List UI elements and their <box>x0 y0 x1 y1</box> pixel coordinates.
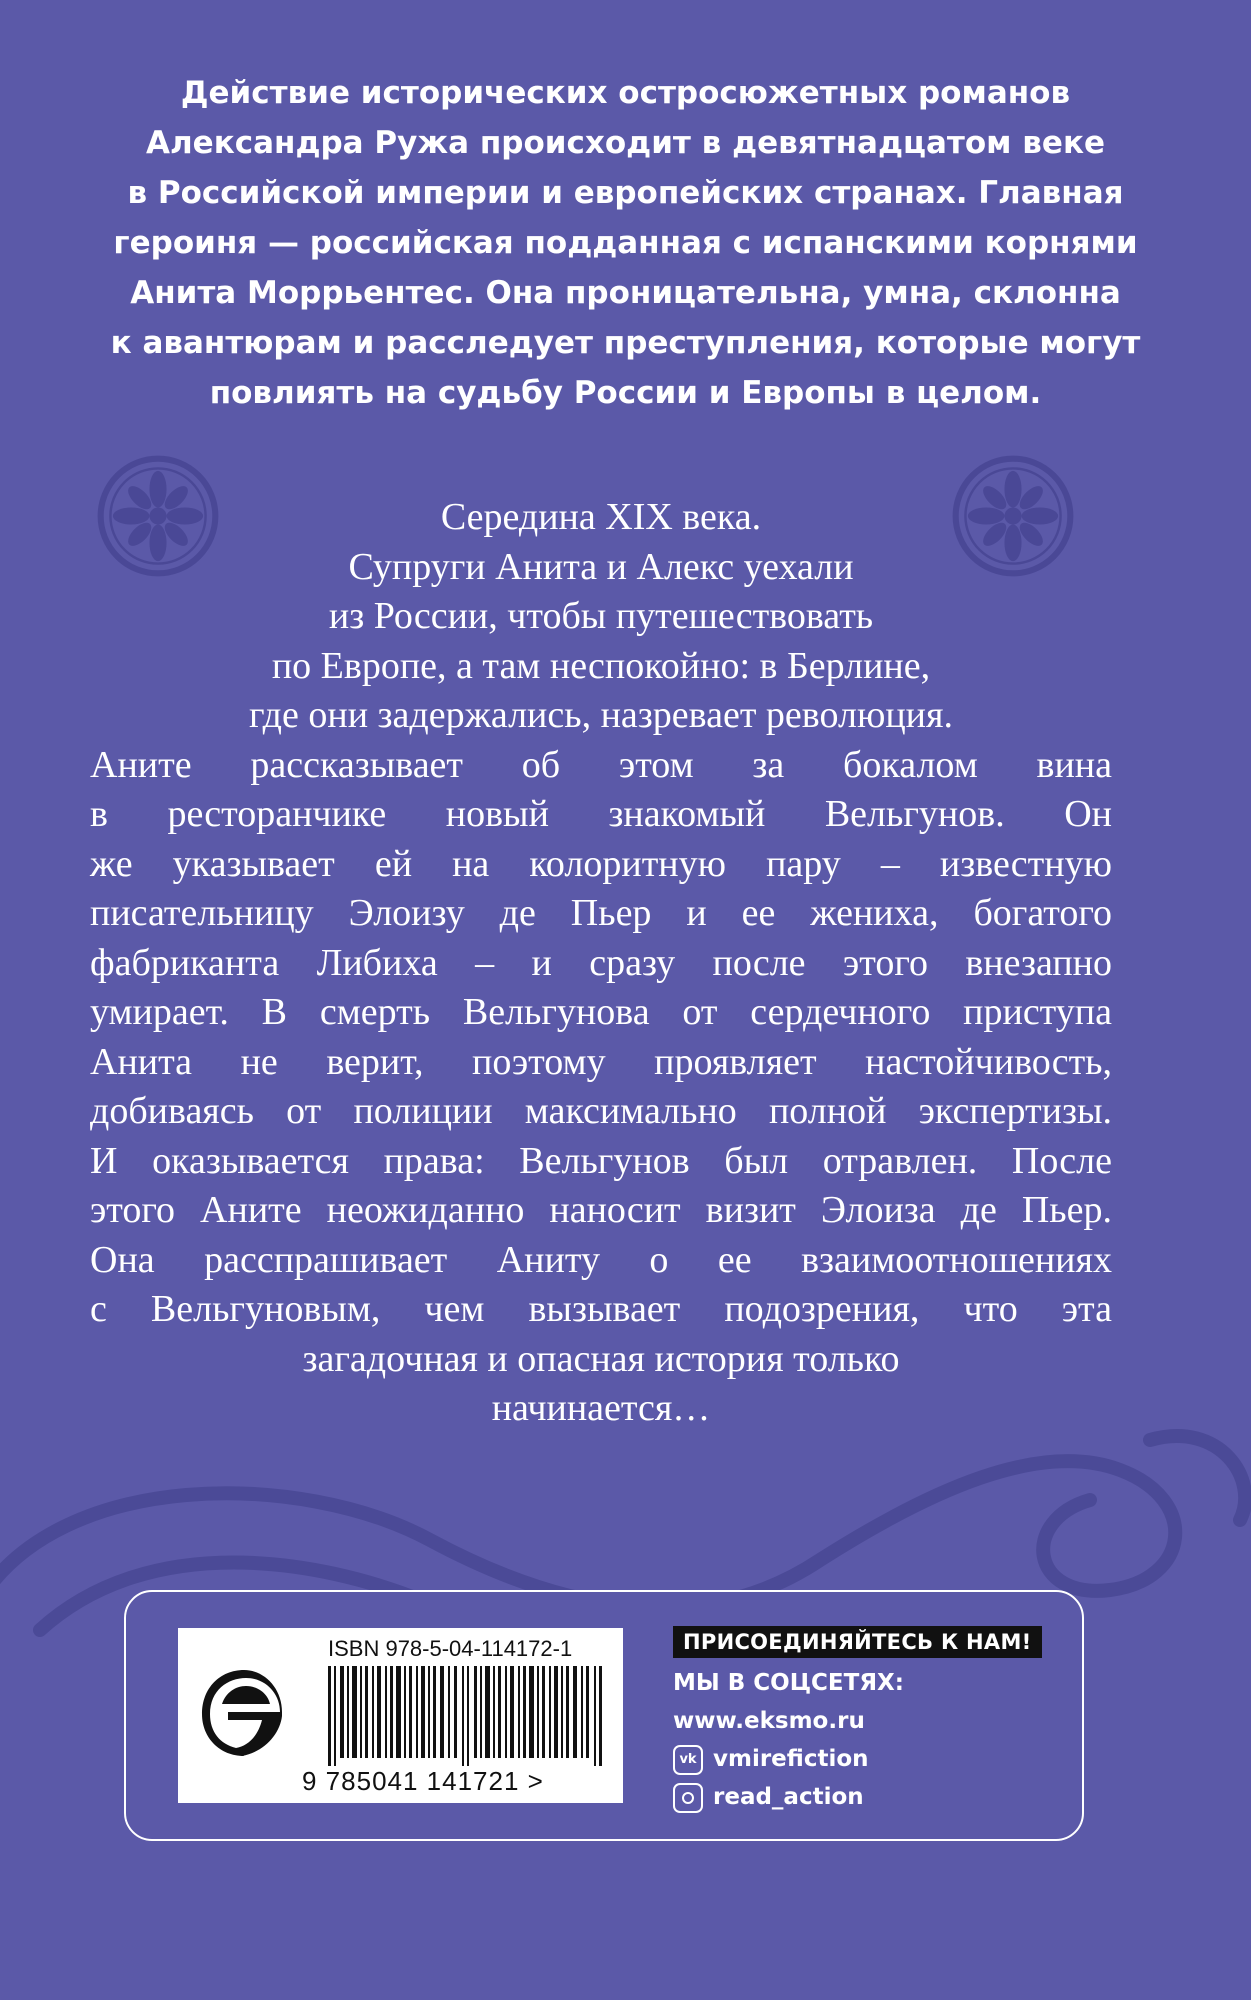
vk-handle: vmirefiction <box>713 1746 869 1772</box>
eksmo-logo-icon <box>192 1664 292 1764</box>
vk-icon: vk <box>673 1745 703 1775</box>
annotation-line: же указывает ей на колоритную пару – известную <box>90 842 1112 885</box>
instagram-link[interactable] <box>673 1778 1023 1816</box>
annotation-line: добиваясь от полиции максимально полной экспертизы. <box>90 1090 1112 1132</box>
intro-line: в Российской империи и европейских странах. Главная <box>127 175 1124 211</box>
annotation-line: из России, чтобы путешествовать <box>328 595 874 637</box>
annotation-line: с Вельгуновым, чем вызывает подозрения, что эта <box>90 1288 1112 1330</box>
intro-line: Александра Ружа происходит в девятнадцатом веке <box>145 125 1106 161</box>
annotation-line: фабриканта Либиха – и сразу после этого внезапно <box>90 941 1112 984</box>
isbn-text: ISBN 978-5-04-114172-1 <box>328 1636 573 1661</box>
social-networks-label: МЫ В СОЦСЕТЯХ: <box>673 1670 904 1696</box>
intro-line: героиня — российская подданная с испанскими корнями <box>113 225 1138 261</box>
annotation-line: по Европе, а там неспокойно: в Берлине, <box>271 644 931 687</box>
annotation-line: умирает. В смерть Вельгунова от сердечного приступа <box>90 991 1112 1033</box>
annotation-line: загадочная и опасная история только <box>302 1337 900 1380</box>
instagram-handle: read_action <box>713 1784 864 1810</box>
vk-link[interactable] <box>673 1740 1023 1778</box>
barcode-digits: 9 785041 141721 > <box>302 1766 544 1796</box>
annotation-line: Аните рассказывает об этом за бокалом вина <box>90 743 1112 786</box>
annotation-line: этого Аните неожиданно наносит визит Элоиза де Пьер. <box>90 1189 1112 1231</box>
join-us-label: ПРИСОЕДИНЯЙТЕСЬ К НАМ! <box>673 1626 1042 1658</box>
intro-line: повлиять на судьбу России и Европы в целом. <box>209 375 1042 411</box>
intro-line: Анита Моррьентес. Она проницательна, умна, склонна <box>130 275 1121 311</box>
annotation-line: начинается… <box>491 1387 711 1429</box>
annotation-line: Середина XIX века. <box>440 496 762 538</box>
annotation-line: писательницу Элоизу де Пьер и ее жениха, богатого <box>90 892 1112 934</box>
website-link[interactable]: www.eksmo.ru <box>673 1708 865 1734</box>
annotation-line: в ресторанчике новый знакомый Вельгунов. Он <box>90 793 1112 835</box>
intro-line: Действие исторических остросюжетных романов <box>180 75 1071 111</box>
barcode-label <box>178 1628 623 1803</box>
annotation-line: Супруги Анита и Алекс уехали <box>348 545 854 588</box>
annotation-line: где они задержались, назревает революция. <box>248 694 953 736</box>
instagram-icon <box>673 1783 703 1813</box>
annotation-line: Она расспрашивает Аниту о ее взаимоотношениях <box>90 1238 1112 1281</box>
intro-line: к авантюрам и расследует преступления, которые могут <box>110 325 1141 361</box>
barcode-bars <box>328 1666 606 1766</box>
series-description <box>70 68 1181 418</box>
annotation-line: Анита не верит, поэтому проявляет настойчивость, <box>90 1040 1112 1083</box>
social-block <box>673 1626 1032 1816</box>
annotation-line: И оказывается права: Вельгунов был отравлен. После <box>90 1139 1112 1182</box>
book-annotation <box>90 493 1112 1434</box>
